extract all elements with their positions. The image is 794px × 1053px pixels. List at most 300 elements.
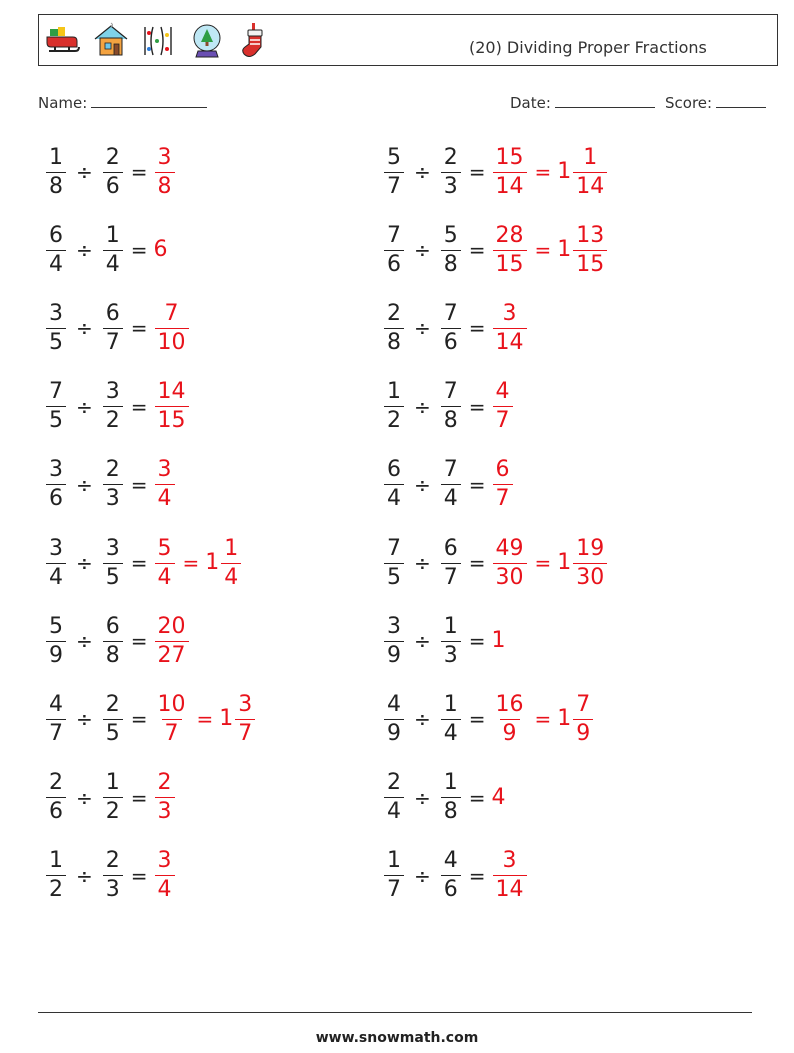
answer-fraction-numerator: 49 bbox=[495, 535, 524, 561]
divisor-numerator: 2 bbox=[105, 144, 120, 170]
equals-sign: = bbox=[130, 472, 148, 497]
equals-sign: = bbox=[468, 863, 486, 888]
divisor-numerator: 1 bbox=[443, 613, 458, 639]
divisor bbox=[103, 144, 123, 199]
divisor-denominator: 4 bbox=[103, 250, 123, 276]
dividend bbox=[384, 535, 404, 590]
dividend bbox=[384, 300, 404, 355]
divisor-denominator: 8 bbox=[441, 797, 461, 823]
divisor-numerator: 1 bbox=[105, 770, 120, 796]
divisor-numerator: 7 bbox=[443, 300, 458, 326]
dividend-numerator: 1 bbox=[49, 848, 63, 874]
answer-fraction-denominator: 9 bbox=[500, 719, 520, 745]
answer-fraction-numerator: 2 bbox=[157, 770, 172, 796]
equals-sign: = bbox=[534, 707, 552, 732]
answer-fraction-denominator: 4 bbox=[155, 563, 175, 589]
dividend bbox=[46, 222, 66, 277]
equals-sign: = bbox=[468, 551, 486, 575]
dividend-denominator: 9 bbox=[384, 719, 404, 745]
dividend bbox=[46, 850, 66, 901]
dividend-numerator: 5 bbox=[49, 613, 63, 639]
answer-fraction-numerator: 7 bbox=[164, 300, 179, 326]
mixed-denominator: 30 bbox=[573, 563, 607, 589]
dividend-denominator: 4 bbox=[384, 797, 404, 823]
problem-6 bbox=[383, 298, 528, 358]
divisor-numerator: 4 bbox=[443, 848, 458, 874]
divisor bbox=[441, 691, 461, 746]
equals-sign: = bbox=[130, 863, 148, 888]
answer bbox=[154, 239, 169, 261]
divisor bbox=[103, 613, 123, 668]
answer-fraction bbox=[493, 459, 513, 510]
divide-sign: ÷ bbox=[414, 394, 431, 419]
dividend-numerator: 1 bbox=[387, 848, 401, 874]
divisor-numerator: 7 bbox=[443, 379, 458, 405]
divisor bbox=[103, 850, 123, 901]
answer bbox=[492, 691, 595, 746]
equals-sign: = bbox=[130, 238, 148, 263]
answer-fraction-denominator: 7 bbox=[493, 406, 513, 432]
equals-sign: = bbox=[534, 551, 552, 575]
divisor bbox=[441, 222, 461, 277]
dividend-numerator: 3 bbox=[49, 535, 63, 561]
divisor-denominator: 8 bbox=[441, 250, 461, 276]
problem-16 bbox=[383, 689, 594, 749]
answer bbox=[492, 630, 507, 652]
answer-fraction-numerator: 28 bbox=[495, 222, 524, 248]
name-blank[interactable] bbox=[91, 92, 207, 108]
answer-fraction bbox=[493, 300, 527, 355]
divide-sign: ÷ bbox=[414, 863, 431, 888]
sleigh-icon bbox=[43, 21, 83, 61]
answer-mixed-number bbox=[205, 535, 242, 590]
divisor-numerator: 7 bbox=[443, 457, 458, 483]
divide-sign: ÷ bbox=[414, 316, 431, 341]
dividend bbox=[384, 613, 404, 668]
equals-sign: = bbox=[130, 629, 148, 654]
mixed-numerator: 3 bbox=[238, 691, 253, 717]
equals-sign: = bbox=[182, 551, 200, 575]
mixed-denominator: 9 bbox=[573, 719, 593, 745]
dividend-numerator: 4 bbox=[49, 691, 63, 717]
equals-sign: = bbox=[130, 707, 148, 732]
mixed-denominator: 15 bbox=[573, 250, 607, 276]
dividend bbox=[46, 144, 66, 199]
dividend-numerator: 1 bbox=[49, 144, 63, 170]
dividend-denominator: 4 bbox=[384, 484, 404, 510]
footer-site: www.snowmath.com bbox=[315, 1030, 479, 1046]
answer-fraction-numerator: 16 bbox=[495, 691, 524, 717]
answer-mixed-number bbox=[219, 691, 256, 746]
dividend-numerator: 2 bbox=[387, 770, 401, 796]
answer-fraction-numerator: 4 bbox=[495, 379, 510, 405]
answer bbox=[154, 772, 176, 823]
answer-fraction-numerator: 5 bbox=[157, 535, 172, 561]
answer-fraction-numerator: 15 bbox=[495, 144, 524, 170]
mixed-denominator: 7 bbox=[235, 719, 255, 745]
problem-7 bbox=[45, 377, 190, 437]
mixed-denominator: 4 bbox=[221, 563, 241, 589]
answer-fraction-denominator: 14 bbox=[493, 328, 527, 354]
answer-fraction bbox=[493, 691, 527, 746]
dividend-denominator: 9 bbox=[384, 641, 404, 667]
answer bbox=[154, 459, 176, 510]
footer-divider bbox=[38, 1012, 752, 1013]
divisor-denominator: 8 bbox=[441, 406, 461, 432]
divide-sign: ÷ bbox=[414, 707, 431, 732]
dividend-numerator: 7 bbox=[49, 379, 63, 405]
dividend bbox=[46, 613, 66, 668]
divisor-denominator: 6 bbox=[103, 172, 123, 198]
divide-sign: ÷ bbox=[76, 785, 93, 810]
mixed-whole: 1 bbox=[557, 706, 572, 732]
answer bbox=[492, 300, 528, 355]
dividend bbox=[384, 691, 404, 746]
answer-fraction-numerator: 6 bbox=[495, 457, 510, 483]
page-title: (20) Dividing Proper Fractions bbox=[469, 38, 707, 57]
dividend-denominator: 7 bbox=[46, 719, 66, 745]
divide-sign: ÷ bbox=[76, 629, 93, 654]
equals-sign: = bbox=[468, 394, 486, 419]
dividend bbox=[46, 535, 66, 590]
score-blank[interactable] bbox=[716, 92, 766, 108]
divisor bbox=[441, 850, 461, 901]
problem-3 bbox=[45, 220, 169, 280]
mixed-numerator: 19 bbox=[576, 535, 605, 561]
lights-icon bbox=[139, 21, 179, 61]
answer bbox=[154, 300, 190, 355]
divisor-numerator: 2 bbox=[443, 144, 458, 170]
divide-sign: ÷ bbox=[76, 238, 93, 263]
dividend-numerator: 1 bbox=[387, 379, 401, 405]
answer-fraction bbox=[155, 459, 175, 510]
mixed-whole: 1 bbox=[219, 706, 234, 732]
answer-fraction-denominator: 14 bbox=[493, 172, 527, 198]
divisor-denominator: 7 bbox=[441, 563, 461, 589]
problem-11 bbox=[45, 533, 242, 593]
answer-mixed-number bbox=[557, 691, 594, 746]
divisor bbox=[441, 381, 461, 432]
divisor bbox=[441, 459, 461, 510]
answer-fraction-denominator: 15 bbox=[493, 250, 527, 276]
answer-fraction-denominator: 15 bbox=[155, 406, 189, 432]
mixed-fraction bbox=[573, 535, 607, 590]
problem-1 bbox=[45, 142, 176, 202]
dividend-denominator: 4 bbox=[46, 250, 66, 276]
dividend-denominator: 2 bbox=[46, 875, 66, 901]
equals-sign: = bbox=[534, 160, 552, 184]
divide-sign: ÷ bbox=[76, 707, 93, 732]
answer-fraction bbox=[155, 691, 189, 746]
divisor-denominator: 3 bbox=[103, 484, 123, 510]
dividend-denominator: 9 bbox=[46, 641, 66, 667]
divisor-denominator: 8 bbox=[103, 641, 123, 667]
name-label: Name: bbox=[38, 94, 88, 112]
answer-fraction-denominator: 10 bbox=[155, 328, 189, 354]
equals-sign: = bbox=[468, 316, 486, 341]
answer-fraction-denominator: 8 bbox=[155, 172, 175, 198]
dividend-numerator: 7 bbox=[387, 222, 401, 248]
problem-2 bbox=[383, 142, 608, 202]
answer bbox=[154, 381, 190, 432]
divisor-denominator: 4 bbox=[441, 719, 461, 745]
answer bbox=[492, 850, 528, 901]
problem-20 bbox=[383, 846, 528, 906]
problem-4 bbox=[383, 220, 608, 280]
answer bbox=[491, 784, 507, 810]
divisor bbox=[103, 300, 123, 355]
mixed-whole: 1 bbox=[557, 159, 572, 184]
divisor bbox=[441, 613, 461, 668]
divisor bbox=[441, 144, 461, 199]
mixed-numerator: 1 bbox=[583, 144, 598, 170]
dividend-denominator: 5 bbox=[384, 563, 404, 589]
answer-fraction-numerator: 3 bbox=[157, 144, 172, 170]
answer bbox=[492, 535, 609, 590]
dividend bbox=[384, 144, 404, 199]
mixed-denominator: 14 bbox=[573, 172, 607, 198]
dividend bbox=[46, 691, 66, 746]
divide-sign: ÷ bbox=[76, 551, 93, 575]
divisor bbox=[441, 300, 461, 355]
equals-sign: = bbox=[468, 160, 486, 184]
dividend-numerator: 3 bbox=[49, 457, 63, 483]
answer bbox=[154, 850, 176, 901]
answer-mixed-number bbox=[557, 222, 608, 277]
divisor-denominator: 5 bbox=[103, 563, 123, 589]
divide-sign: ÷ bbox=[414, 238, 431, 263]
answer-fraction-numerator: 3 bbox=[157, 848, 172, 874]
divisor-denominator: 2 bbox=[103, 797, 123, 823]
answer-fraction-denominator: 4 bbox=[155, 484, 175, 510]
answer-fraction-denominator: 4 bbox=[155, 875, 175, 901]
dividend bbox=[384, 850, 404, 901]
divisor-denominator: 7 bbox=[103, 328, 123, 354]
divisor bbox=[103, 772, 123, 823]
answer bbox=[154, 535, 243, 590]
dividend-numerator: 6 bbox=[387, 457, 401, 483]
divisor-denominator: 2 bbox=[103, 406, 123, 432]
dividend-denominator: 8 bbox=[384, 328, 404, 354]
problem-13 bbox=[45, 611, 190, 671]
answer bbox=[492, 381, 514, 432]
divisor-denominator: 3 bbox=[103, 875, 123, 901]
mixed-fraction bbox=[235, 691, 255, 746]
dividend bbox=[384, 459, 404, 510]
problem-9 bbox=[45, 455, 176, 515]
dividend bbox=[46, 459, 66, 510]
mixed-fraction bbox=[573, 144, 607, 199]
answer-fraction-numerator: 3 bbox=[502, 848, 517, 874]
answer-fraction-denominator: 30 bbox=[493, 563, 527, 589]
answer-fraction-numerator: 10 bbox=[157, 691, 186, 717]
answer-fraction bbox=[155, 381, 189, 432]
answer bbox=[492, 222, 609, 277]
answer bbox=[154, 613, 190, 668]
answer-fraction bbox=[155, 613, 189, 668]
dividend bbox=[384, 381, 404, 432]
problem-14 bbox=[383, 611, 507, 671]
divide-sign: ÷ bbox=[414, 160, 431, 184]
answer-fraction-denominator: 27 bbox=[155, 641, 189, 667]
divisor-denominator: 5 bbox=[103, 719, 123, 745]
dividend-denominator: 6 bbox=[46, 797, 66, 823]
divisor-denominator: 3 bbox=[441, 172, 461, 198]
mixed-fraction bbox=[221, 535, 241, 590]
problem-15 bbox=[45, 689, 256, 749]
divisor bbox=[441, 772, 461, 823]
answer bbox=[154, 144, 176, 199]
divisor-numerator: 3 bbox=[105, 535, 120, 561]
snow-globe-icon bbox=[187, 21, 227, 61]
answer bbox=[492, 144, 609, 199]
divide-sign: ÷ bbox=[76, 160, 93, 184]
dividend-denominator: 2 bbox=[384, 406, 404, 432]
equals-sign: = bbox=[130, 551, 148, 575]
dividend-numerator: 4 bbox=[387, 691, 401, 717]
mixed-numerator: 1 bbox=[224, 535, 239, 561]
divisor-numerator: 5 bbox=[443, 222, 458, 248]
divisor-numerator: 6 bbox=[105, 613, 120, 639]
dividend-denominator: 8 bbox=[46, 172, 66, 198]
answer bbox=[154, 691, 257, 746]
answer-fraction bbox=[493, 144, 527, 199]
answer-fraction-denominator: 7 bbox=[493, 484, 513, 510]
answer-fraction-denominator: 7 bbox=[162, 719, 182, 745]
answer-fraction bbox=[155, 850, 175, 901]
answer-whole: 1 bbox=[491, 628, 506, 654]
name-field bbox=[38, 92, 207, 112]
equals-sign: = bbox=[130, 394, 148, 419]
dividend bbox=[384, 772, 404, 823]
answer-fraction-denominator: 14 bbox=[493, 875, 527, 901]
equals-sign: = bbox=[130, 160, 148, 184]
dividend-numerator: 3 bbox=[49, 300, 63, 326]
divide-sign: ÷ bbox=[76, 863, 93, 888]
equals-sign: = bbox=[130, 316, 148, 341]
divisor-numerator: 1 bbox=[443, 770, 458, 796]
answer-fraction bbox=[493, 850, 527, 901]
dividend-numerator: 2 bbox=[387, 300, 401, 326]
dividend-numerator: 2 bbox=[49, 770, 63, 796]
divisor-denominator: 4 bbox=[441, 484, 461, 510]
problem-8 bbox=[383, 377, 514, 437]
dividend-denominator: 4 bbox=[46, 563, 66, 589]
answer-fraction-numerator: 20 bbox=[157, 613, 186, 639]
dividend-numerator: 6 bbox=[49, 222, 63, 248]
answer-fraction bbox=[155, 144, 175, 199]
dividend-denominator: 5 bbox=[46, 406, 66, 432]
divisor-numerator: 2 bbox=[105, 457, 120, 483]
divide-sign: ÷ bbox=[76, 394, 93, 419]
equals-sign: = bbox=[130, 785, 148, 810]
divisor bbox=[103, 459, 123, 510]
mixed-numerator: 7 bbox=[576, 691, 591, 717]
divide-sign: ÷ bbox=[414, 472, 431, 497]
divide-sign: ÷ bbox=[76, 472, 93, 497]
house-icon bbox=[91, 21, 131, 61]
date-blank[interactable] bbox=[555, 92, 655, 108]
problem-5 bbox=[45, 298, 190, 358]
score-label: Score: bbox=[665, 94, 713, 112]
problem-18 bbox=[383, 768, 507, 828]
mixed-whole: 1 bbox=[557, 237, 572, 263]
equals-sign: = bbox=[468, 629, 486, 654]
equals-sign: = bbox=[468, 785, 486, 810]
answer-mixed-number bbox=[557, 535, 608, 590]
answer-fraction bbox=[493, 535, 527, 590]
divisor bbox=[103, 381, 123, 432]
divisor bbox=[441, 535, 461, 590]
equals-sign: = bbox=[534, 238, 552, 263]
divisor-numerator: 1 bbox=[105, 222, 120, 248]
stocking-icon bbox=[235, 21, 275, 61]
divisor-denominator: 6 bbox=[441, 875, 461, 901]
divisor-numerator: 3 bbox=[105, 379, 120, 405]
answer-fraction bbox=[155, 772, 175, 823]
answer-fraction-denominator: 3 bbox=[155, 797, 175, 823]
dividend-denominator: 7 bbox=[384, 172, 404, 198]
divisor-numerator: 1 bbox=[443, 691, 458, 717]
mixed-fraction bbox=[573, 222, 607, 277]
equals-sign: = bbox=[468, 707, 486, 732]
divide-sign: ÷ bbox=[414, 785, 431, 810]
icon-strip bbox=[43, 21, 275, 61]
divisor-numerator: 6 bbox=[443, 535, 458, 561]
worksheet-header bbox=[38, 14, 778, 66]
problem-10 bbox=[383, 455, 514, 515]
dividend-denominator: 7 bbox=[384, 875, 404, 901]
dividend-denominator: 5 bbox=[46, 328, 66, 354]
dividend-denominator: 6 bbox=[46, 484, 66, 510]
answer-whole: 6 bbox=[153, 237, 168, 263]
dividend-denominator: 6 bbox=[384, 250, 404, 276]
divisor bbox=[103, 222, 123, 277]
equals-sign: = bbox=[468, 238, 486, 263]
dividend bbox=[384, 222, 404, 277]
dividend bbox=[46, 772, 66, 823]
date-field bbox=[510, 92, 655, 112]
answer-fraction-numerator: 3 bbox=[502, 300, 517, 326]
answer-fraction-numerator: 14 bbox=[157, 379, 186, 405]
mixed-fraction bbox=[573, 691, 593, 746]
problem-12 bbox=[383, 533, 608, 593]
score-field bbox=[665, 92, 766, 112]
mixed-numerator: 13 bbox=[576, 222, 605, 248]
dividend bbox=[46, 300, 66, 355]
divide-sign: ÷ bbox=[414, 629, 431, 654]
dividend bbox=[46, 381, 66, 432]
divisor bbox=[103, 691, 123, 746]
answer-fraction bbox=[155, 300, 189, 355]
date-label: Date: bbox=[510, 94, 551, 112]
answer-fraction bbox=[493, 222, 527, 277]
equals-sign: = bbox=[468, 472, 486, 497]
answer-mixed-number bbox=[557, 144, 608, 199]
dividend-numerator: 7 bbox=[387, 535, 401, 561]
answer-fraction-numerator: 3 bbox=[157, 457, 172, 483]
divisor-numerator: 2 bbox=[105, 848, 120, 874]
mixed-whole: 1 bbox=[205, 550, 220, 575]
answer-fraction bbox=[155, 535, 175, 590]
dividend-numerator: 5 bbox=[387, 144, 401, 170]
answer bbox=[492, 459, 514, 510]
divisor-denominator: 6 bbox=[441, 328, 461, 354]
problem-17 bbox=[45, 768, 176, 828]
equals-sign: = bbox=[196, 707, 214, 732]
divisor-numerator: 6 bbox=[105, 300, 120, 326]
divisor-numerator: 2 bbox=[105, 691, 120, 717]
